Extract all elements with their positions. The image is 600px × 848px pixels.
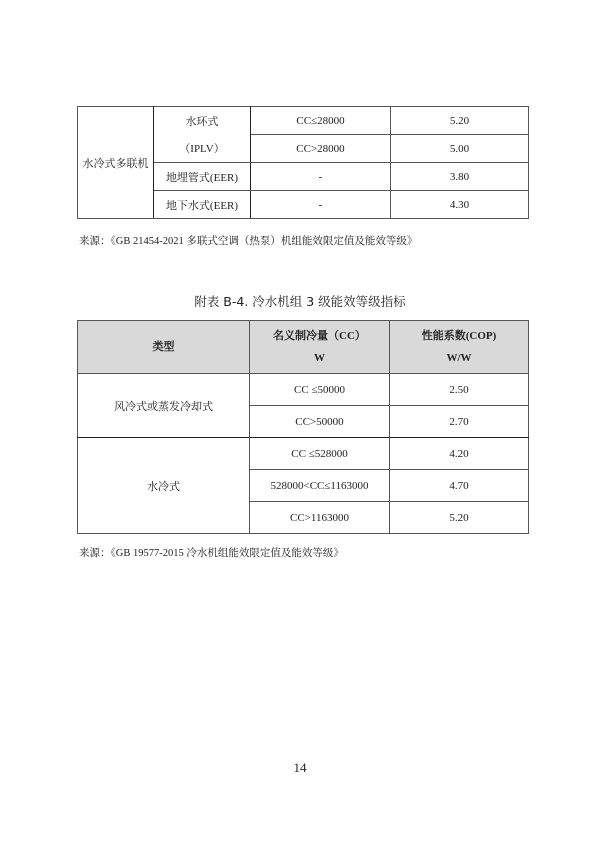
range-cell: CC ≤528000 [250,438,390,470]
value-cell: 5.00 [391,135,529,163]
value-cell: 5.20 [391,107,529,135]
header-capacity-unit: W [314,352,325,364]
header-row [78,321,529,374]
value-cell: 4.20 [390,438,529,470]
range-cell: - [251,191,391,219]
table-row [78,438,529,470]
range-cell: 528000<CC≤1163000 [250,470,390,502]
value-cell: 2.70 [390,406,529,438]
header-cop-label: 性能系数(COP) [421,330,497,342]
subtype-cell: 水环式 [154,107,251,135]
value-cell: 4.70 [390,470,529,502]
header-capacity [250,321,390,374]
range-cell: CC ≤50000 [250,374,390,406]
header-capacity-label: 名义制冷量（CC） [273,330,366,342]
range-cell: CC≤28000 [251,107,391,135]
subtype-cell: 地下水式(EER) [154,191,251,219]
value-cell: 3.80 [391,163,529,191]
value-cell: 4.30 [391,191,529,219]
category-cell: 水冷式多联机 [78,107,154,219]
value-cell: 5.20 [390,502,529,534]
header-cop [390,321,529,374]
table-row [78,374,529,406]
header-cop-unit: W/W [446,352,472,364]
table-row [78,107,529,135]
type-cell: 水冷式 [78,438,250,534]
table2-caption: 附表 B-4. 冷水机组 3 级能效等级指标 [194,294,406,309]
chiller-efficiency-table [77,320,529,534]
range-cell: CC>1163000 [250,502,390,534]
table2-source-note: 来源：《GB 19577-2015 冷水机组能效限定值及能效等级》 [79,548,344,559]
table1-source-note: 来源：《GB 21454-2021 多联式空调（热泵）机组能效限定值及能效等级》 [79,236,418,247]
header-type: 类型 [78,321,250,374]
page-number: 14 [293,760,307,775]
multi-split-efficiency-table [77,106,529,219]
value-cell: 2.50 [390,374,529,406]
range-cell: - [251,163,391,191]
subtype-cell: （IPLV） [154,135,251,163]
range-cell: CC>28000 [251,135,391,163]
type-cell: 风冷式或蒸发冷却式 [78,374,250,438]
subtype-cell: 地埋管式(EER) [154,163,251,191]
range-cell: CC>50000 [250,406,390,438]
